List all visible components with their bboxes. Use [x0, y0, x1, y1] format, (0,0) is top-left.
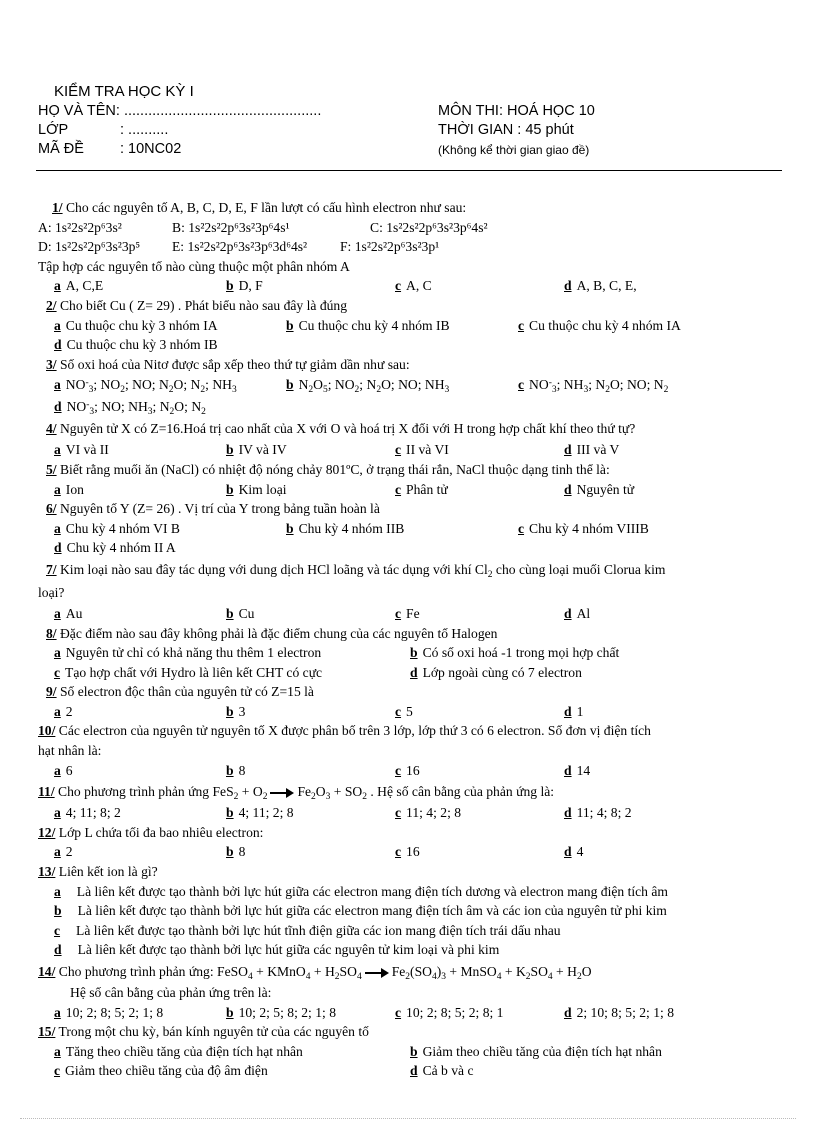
options-q10	[38, 761, 778, 781]
option-a[interactable]: a $NO^-_3$; $NO_2$; NO; $N_2O$; $N_2$; $NH_3$	[54, 377, 237, 396]
question-number: 8/	[46, 625, 57, 641]
options-q7	[38, 604, 778, 624]
option-c[interactable]: c Chu kỳ 4 nhóm VIIIB	[518, 520, 649, 536]
option-d[interactable]: d Cả b và c	[410, 1063, 474, 1079]
config-a: A: 1s²2s²2p⁶3s²	[38, 219, 122, 235]
option-b[interactable]: b IV và IV	[226, 442, 287, 458]
page-bottom-edge	[20, 1118, 796, 1119]
option-b[interactable]: b Là liên kết được tạo thành bởi lực hút giữa các electron mang điện tích âm và các ion của nguyên tử phi kim	[54, 903, 667, 919]
option-d[interactable]: d 14	[564, 762, 591, 778]
question-text-end: cho cùng loại muối Clorua kim	[492, 561, 666, 577]
question-5	[38, 460, 778, 480]
option-a[interactable]: a 4; 11; 8; 2	[54, 805, 121, 821]
question-number: 5/	[46, 461, 57, 477]
options-q11	[38, 803, 778, 823]
option-c[interactable]: c II và VI	[395, 442, 449, 458]
equation-14: FeSO$_4$ + KMnO$_4$ + $H_2SO_4$ $Fe_2(SO_4)_3$ + MnSO$_4$ + $K_2SO_4 + H_2O$	[217, 964, 592, 982]
question-number: 15/	[38, 1024, 56, 1040]
code-label: MÃ ĐỀ	[38, 141, 84, 157]
question-1	[38, 198, 778, 218]
question-text: Các electron của nguyên tử nguyên tố X được phân bố trên 3 lớp, lớp thứ 3 có 6 electron. Số đơn vị điện tích	[55, 723, 651, 739]
options-q1	[38, 276, 778, 296]
question-text: Nguyên tố Y (Z= 26) . Vị trí của Y trong bảng tuần hoàn là	[56, 501, 380, 517]
option-c[interactable]: c $NO^-_3$; $NH_3$; $N_2O$; NO; $N_2$	[518, 377, 669, 396]
option-d[interactable]: d Là liên kết được tạo thành bởi lực hút giữa các nguyên tử kim loại và phi kim	[54, 942, 500, 958]
option-a[interactable]: a 10; 2; 8; 5; 2; 1; 8	[54, 1004, 164, 1020]
question-13	[38, 862, 778, 882]
options-q2-row2	[38, 335, 778, 355]
option-c[interactable]: c 10; 2; 8; 5; 2; 8; 1	[395, 1004, 504, 1020]
option-d[interactable]: d 11; 4; 8; 2	[564, 805, 632, 821]
option-b[interactable]: b Cu thuộc chu kỳ 4 nhóm IB	[286, 317, 450, 333]
option-c[interactable]: c Fe	[395, 605, 420, 621]
option-c[interactable]: c A, C	[395, 278, 432, 294]
option-d[interactable]: d Al	[564, 605, 591, 621]
equation-11: $FeS_2 + O_2$ $Fe_2O_3 + SO_2$	[212, 784, 367, 803]
options-q3-row1	[38, 374, 778, 396]
name-field[interactable]: HỌ VÀ TÊN: .................................................	[38, 103, 322, 119]
question-4	[38, 417, 778, 440]
option-b[interactable]: b Giảm theo chiều tăng của điện tích hạt nhân	[410, 1043, 662, 1059]
class-field[interactable]: : ..........	[120, 122, 169, 138]
option-a[interactable]: a Cu thuộc chu kỳ 3 nhóm IA	[54, 317, 218, 333]
option-b[interactable]: b Kim loại	[226, 481, 287, 497]
subject: MÔN THI: HOÁ HỌC 10	[438, 103, 595, 119]
question-6	[38, 499, 778, 519]
option-d[interactable]: d Cu thuộc chu kỳ 3 nhóm IB	[54, 337, 218, 353]
question-number: 10/	[38, 723, 56, 739]
option-c[interactable]: c Phân tử	[395, 481, 448, 497]
config-c: C: 1s²2s²2p⁶3s²3p⁶4s²	[370, 219, 488, 235]
option-a[interactable]: a Ion	[54, 481, 84, 497]
question-text: Đặc điểm nào sau đây không phải là đặc điểm chung của các nguyên tố Halogen	[56, 625, 498, 641]
class-label: LỚP	[38, 122, 69, 138]
option-a[interactable]: a Nguyên tử chỉ có khả năng thu thêm 1 electron	[54, 645, 322, 661]
option-a[interactable]: a A, C,E	[54, 278, 104, 294]
question-text: Cho phương trình phản ứng:	[55, 964, 214, 979]
question-2	[38, 296, 778, 316]
option-b[interactable]: b 10; 2; 5; 8; 2; 1; 8	[226, 1004, 336, 1020]
option-c[interactable]: c Là liên kết được tạo thành bởi lực hút tĩnh điện giữa các ion mang điện tích trái dấu nhau	[54, 922, 561, 938]
options-q5	[38, 480, 778, 500]
exam-code: : 10NC02	[120, 141, 182, 157]
options-q8-row2	[38, 663, 778, 683]
option-a[interactable]: a 2	[54, 844, 73, 860]
question-text: Cho phương trình phản ứng	[54, 784, 210, 800]
option-d[interactable]: d Lớp ngoài cùng có 7 electron	[410, 664, 582, 680]
header-divider	[36, 170, 782, 171]
question-number: 13/	[38, 864, 56, 880]
time-note: (Không kể thời gian giao đề)	[438, 143, 590, 157]
option-a[interactable]: a 2	[54, 703, 73, 719]
question-3	[38, 355, 778, 375]
option-d[interactable]: d 4	[564, 844, 584, 860]
question-11	[38, 780, 778, 803]
option-a[interactable]: a Tăng theo chiều tăng của điện tích hạt nhân	[54, 1043, 303, 1059]
question-text: Lớp L chứa tối đa bao nhiêu electron:	[55, 824, 264, 840]
question-10-cont: hạt nhân là:	[38, 743, 102, 759]
question-number: 4/	[46, 421, 57, 437]
time-limit: THỜI GIAN : 45 phút	[438, 122, 574, 138]
option-c[interactable]: c 16	[395, 844, 420, 860]
question-10	[38, 721, 778, 741]
options-q6-row2	[38, 538, 778, 558]
question-number: 12/	[38, 824, 56, 840]
question-14	[38, 960, 778, 983]
question-number: 14/	[38, 964, 56, 979]
question-7-cont: loại?	[38, 584, 65, 600]
question-number: 2/	[46, 297, 57, 313]
config-e: E: 1s²2s²2p⁶3s²3p⁶3d⁶4s²	[172, 239, 308, 255]
option-d[interactable]: d A, B, C, E,	[564, 278, 637, 294]
config-row-1	[38, 218, 778, 238]
option-c[interactable]: c Giảm theo chiều tăng của độ âm điện	[54, 1063, 268, 1079]
option-c[interactable]: c 11; 4; 2; 8	[395, 805, 462, 821]
question-number: 9/	[46, 684, 57, 700]
config-row-2	[38, 237, 778, 257]
question-text: Nguyên tử X có Z=16.Hoá trị cao nhất của X với O và hoá trị X đối với H trong hợp chất khí theo thứ tự?	[56, 421, 636, 437]
option-b[interactable]: b 8	[226, 844, 246, 860]
config-d: D: 1s²2s²2p⁶3s²3p⁵	[38, 239, 141, 255]
options-q6-row1	[38, 519, 778, 539]
question-number: 7/	[46, 561, 57, 577]
question-text: Liên kết ion là gì?	[55, 864, 158, 880]
question-text: Biết rằng muối ăn (NaCl) có nhiệt độ nóng chảy 801ºC, ở trạng thái rắn, NaCl thuộc dạng tinh thể là:	[56, 461, 610, 477]
question-text: Kim loại nào sau đây tác dụng với dung dịch HCl loãng và tác dụng với khí Cl	[56, 561, 488, 577]
option-b[interactable]: b Có số oxi hoá -1 trong mọi hợp chất	[410, 645, 620, 661]
reaction-arrow-icon	[365, 968, 389, 978]
options-q12	[38, 842, 778, 862]
option-a[interactable]: a VI và II	[54, 442, 109, 458]
question-number: 1/	[52, 200, 63, 215]
options-q15-row2	[38, 1061, 778, 1081]
question-9	[38, 682, 778, 702]
options-q15-row1	[38, 1042, 778, 1062]
option-c[interactable]: c Cu thuộc chu kỳ 4 nhóm IA	[518, 317, 681, 333]
question-number: 11/	[38, 784, 55, 800]
question-text: Trong một chu kỳ, bán kính nguyên tử của các nguyên tố	[55, 1024, 369, 1040]
option-b[interactable]: b Chu kỳ 4 nhóm IIB	[286, 520, 405, 536]
options-q14	[38, 1003, 778, 1023]
question-text: Số oxi hoá của Nitơ được sắp xếp theo thứ tự giảm dần như sau:	[56, 356, 410, 372]
option-b[interactable]: b $N_2O_5$; $NO_2$; $N_2O$; NO; $NH_3$	[286, 377, 450, 396]
option-a[interactable]: a Au	[54, 605, 83, 621]
question-number: 3/	[46, 356, 57, 372]
option-b[interactable]: b Cu	[226, 605, 255, 621]
question-text: Cho biết Cu ( Z= 29) . Phát biểu nào sau đây là đúng	[56, 297, 348, 313]
options-q3-row2	[38, 396, 778, 418]
option-d[interactable]: d Nguyên tử	[564, 481, 635, 497]
options-q9	[38, 702, 778, 722]
question-list	[38, 198, 778, 1081]
option-c[interactable]: c 5	[395, 703, 413, 719]
option-d[interactable]: d 1	[564, 703, 584, 719]
question-text: Cho các nguyên tố A, B, C, D, E, F lần lượt có cấu hình electron như sau:	[62, 200, 467, 215]
question-15	[38, 1022, 778, 1042]
question-7: 7/ Kim loại nào sau đây tác dụng với dung dịch HCl loãng và tác dụng với khí $Cl_2$ cho cùng loại muối Clorua kim	[46, 561, 666, 580]
config-f: F: 1s²2s²2p⁶3s²3p¹	[340, 239, 440, 255]
question-14-prompt: Hệ số cân bằng của phản ứng trên là:	[70, 985, 272, 1000]
option-b[interactable]: b 4; 11; 2; 8	[226, 805, 294, 821]
exam-title: KIỂM TRA HỌC KỲ I	[54, 83, 194, 100]
option-b[interactable]: b 3	[226, 703, 246, 719]
option-d[interactable]: d $NO^-_3$; NO; $NH_3$; $N_2O$; $N_2$	[54, 398, 206, 417]
options-q4	[38, 440, 778, 460]
reaction-arrow-icon	[270, 788, 294, 798]
option-d[interactable]: d 2; 10; 8; 5; 2; 1; 8	[564, 1004, 674, 1020]
option-b[interactable]: b D, F	[226, 278, 263, 294]
option-a[interactable]: a Chu kỳ 4 nhóm VI B	[54, 520, 180, 536]
option-c[interactable]: c 16	[395, 762, 420, 778]
question-prompt: Tập hợp các nguyên tố nào cùng thuộc một phân nhóm A	[38, 258, 350, 274]
question-text-end: . Hệ số cân bằng của phản ứng là:	[366, 784, 555, 800]
question-number: 6/	[46, 501, 57, 517]
option-c[interactable]: c Tạo hợp chất với Hydro là liên kết CHT có cực	[54, 664, 323, 680]
option-d[interactable]: d Chu kỳ 4 nhóm II A	[54, 540, 176, 556]
question-12	[38, 823, 778, 843]
question-text: Số electron độc thân của nguyên tử có Z=15 là	[56, 684, 314, 700]
option-a[interactable]: a 6	[54, 762, 73, 778]
option-a[interactable]: a Là liên kết được tạo thành bởi lực hút giữa các electron mang điện tích dương và electron mang điện tích âm	[54, 883, 668, 899]
config-b: B: 1s²2s²2p⁶3s²3p⁶4s¹	[172, 219, 290, 235]
options-q2-row1	[38, 316, 778, 336]
option-d[interactable]: d III và V	[564, 442, 620, 458]
question-8	[38, 624, 778, 644]
option-b[interactable]: b 8	[226, 762, 246, 778]
options-q8-row1	[38, 643, 778, 663]
